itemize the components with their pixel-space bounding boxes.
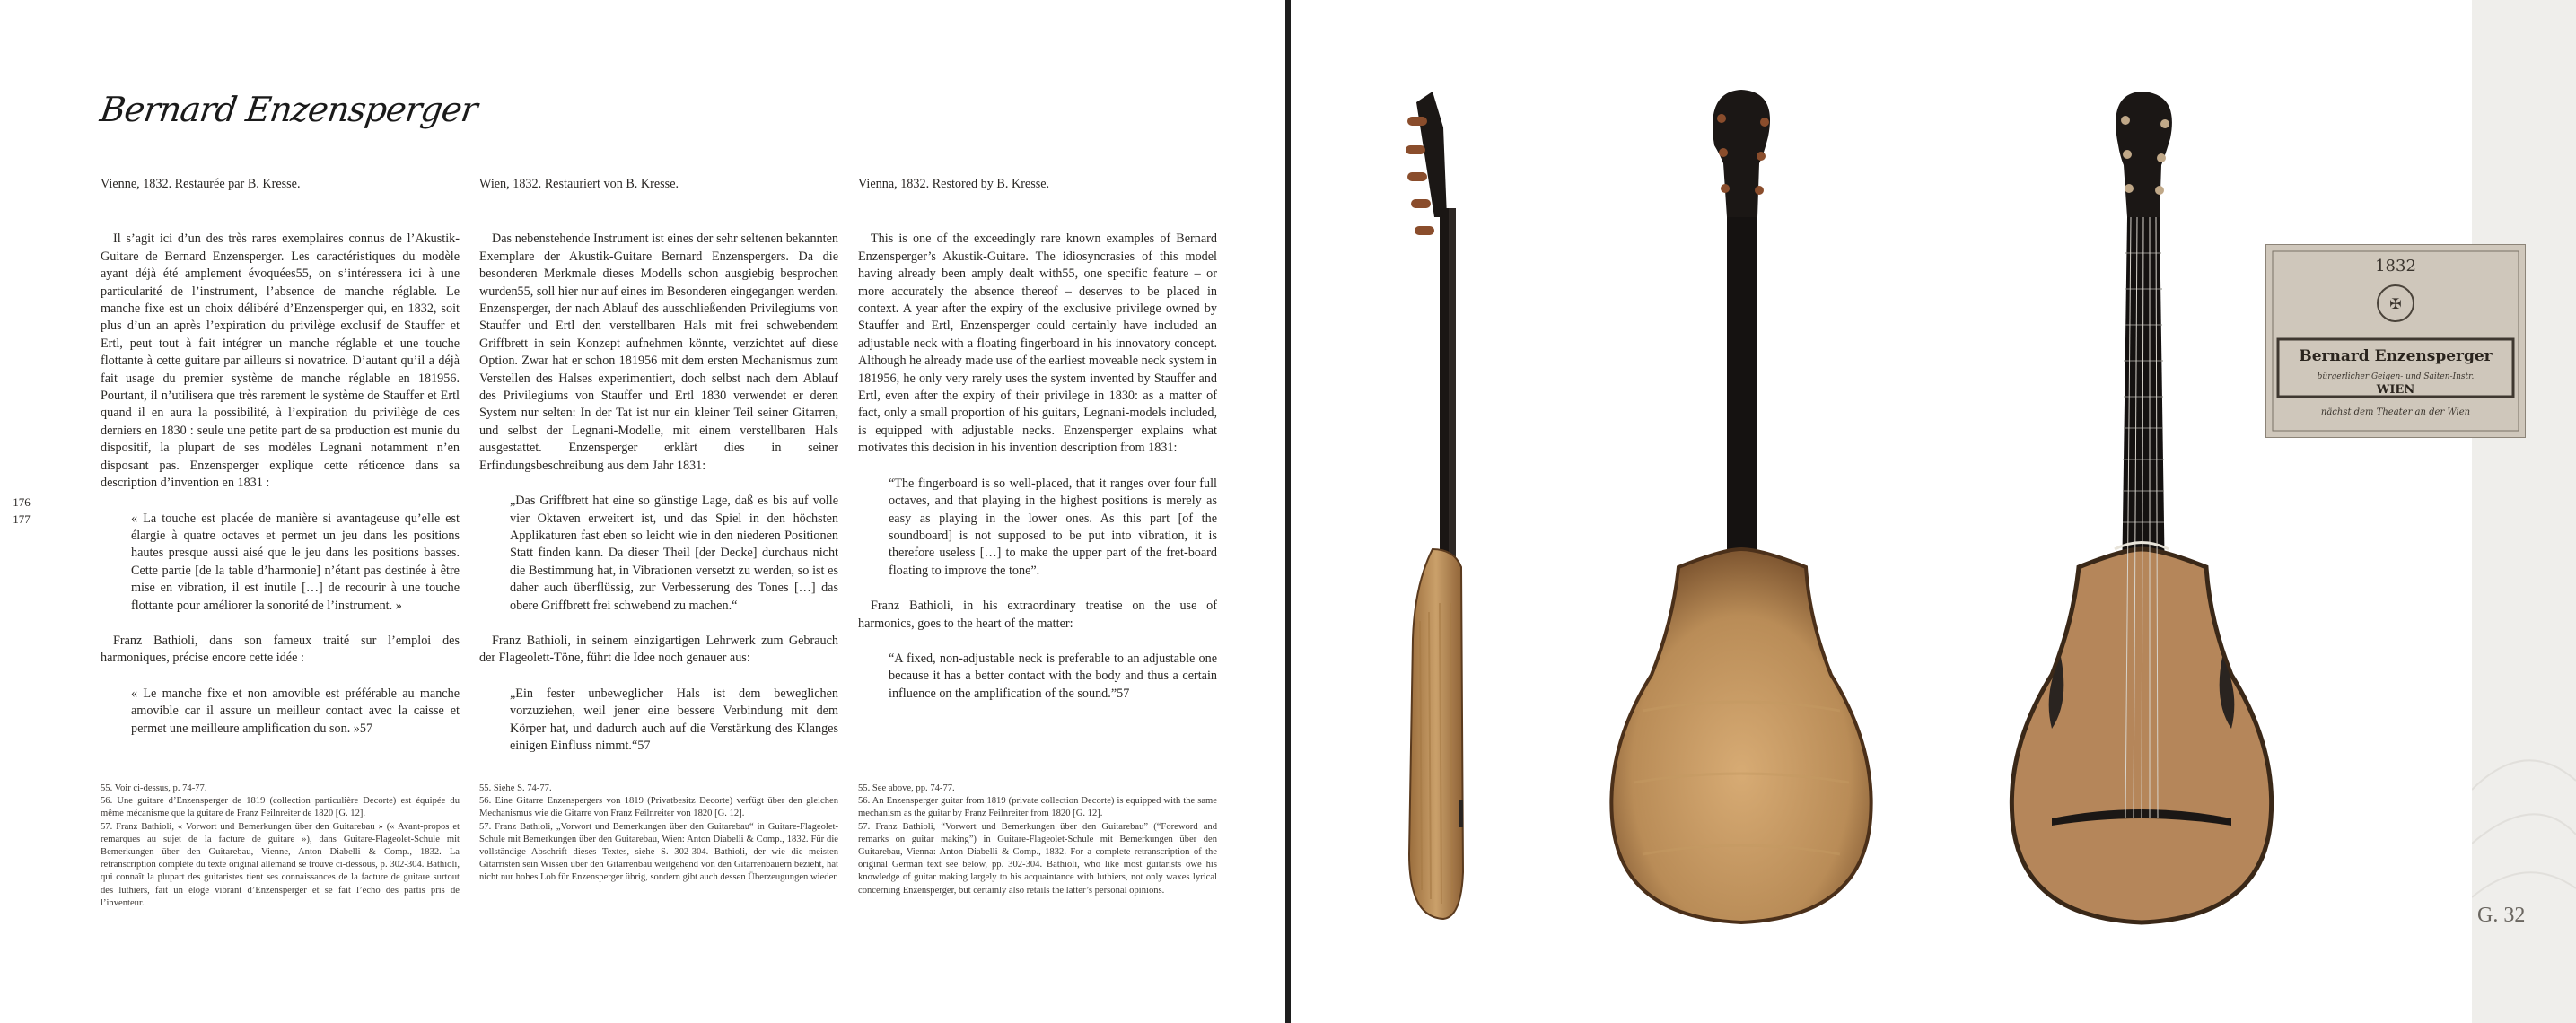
label-city: WIEN (2376, 383, 2415, 397)
footnote: 55. Voir ci-dessus, p. 74-77. (101, 783, 207, 793)
left-page (0, 0, 1285, 1023)
german-quote-1: „Das Griffbrett hat eine so günstige Lage, daß es bis auf volle vier Oktaven erweitert ist, und das Spiel in den höchsten Applikaturen fast eben so leicht wie in den niederen Positionen Statt finden kann. Da dieser Theil [der Decke] durchaus nicht die Bestimmung hat, in Vibrationen versetzt zu werden, so ist es daher auch überflüssig, zur Verbesserung des Tones […] das obere Griffbrett frei schwebend zu machen.“ (510, 494, 838, 613)
footnote: 55. Siehe S. 74-77. (479, 783, 552, 793)
page-number-left: 176 (13, 495, 31, 509)
english-heading: Vienna, 1832. Restored by B. Kresse. (858, 177, 1050, 191)
label-maker: Bernard Enzensperger (2299, 347, 2493, 365)
german-quote-2: „Ein fester unbeweglicher Hals ist dem beweglichen vorzuziehen, weil jener eine bessere Verbindung mit dem Körper hat, und dadurch auch auf die Verstärkung des Klanges einigen Einfluss nimmt.“57 (510, 686, 838, 753)
footnote: 57. Franz Bathioli, “Vorwort und Bemerkungen über den Guitarebau” (“Foreword and remarks on guitar making”) in Guitare-Flageolet-Schule mit Bemerkungen über den Guitarebau, Vienna: Anton Diabelli & Comp., 1832. For a complete retranscription of the original German text see below, pp. 302-304. Bathioli, who like most guitarists owe his knowledge of guitar making largely to his acquaintance with luthiers, not only waxes lyrical concerning Enzensperger, but certainly also retails the latter’s personal opinions. (858, 821, 1217, 896)
svg-text:✠: ✠ (2389, 295, 2402, 312)
french-paragraph-1: Il s’agit ici d’un des très rares exemplaires connus de l’Akustik-Guitare de Bernard Enzensperger. Les caractéristiques du modèle ayant déjà été amplement évoquées55, on s’intéressera ici à une particularité de l’instrument, l’absence de manche réglable. Le manche fixe est un choix délibéré d’Enzensperger qui, en 1832, soit plus d’un an après l’expiration du privilège exclusif de Stauffer et Ertl, peut tout à fait intégrer un manche réglable et une touche flottante à cette guitare par ailleurs si novatrice. D’autant qu’il a déjà fait usage du premier système de manche réglable en 181956. Pourtant, il n’utilisera que très rarement le système de Stauffer et Ertl quand il en aura la possibilité, à l’expiration du privilège de ces derniers en 1830 : seule une petite part de sa production est munie du dispositif, la plupart de ses modèles Legnani notamment n’en disposant pas. Enzensperger explique cette réticence dans sa description d’invention en 1831 : (101, 232, 460, 491)
footnote: 57. Franz Bathioli, „Vorwort und Bemerkungen über den Guitarebau“ in Guitare-Flageolet-Schule mit Bemerkungen über den Guitarebau, Wien: Anton Diabelli & Comp., 1832. Für die vollständige Abschrift dieses Textes, siehe S. 302-304. Bathioli, der wie die meisten Gitarristen sein Wissen über den Gitarrenbau weitgehend von den Gitarrenbauern bezieht, hat nicht nur hohes Lob für Enzensperger übrig, sondern gibt auch dessen Überzeugungen wieder. (479, 821, 838, 883)
german-paragraph-2: Franz Bathioli, in seinem einzigartigen Lehrwerk zum Gebrauch der Flageolett-Töne, führt die Idee noch genauer aus: (479, 633, 838, 666)
english-footnotes (858, 783, 1217, 897)
english-column (858, 176, 1217, 896)
decorative-pattern (2472, 682, 2576, 1023)
footnote: 57. Franz Bathioli, « Vorwort und Bemerkungen über den Guitarebau » (« Avant-propos et remarques au sujet de la facture de guitare »), dans Guitare-Flageolet-Schule mit Bemerkungen über den Guitarebau, Vienne, Anton Diabelli & Comp., 1832. La retranscription complète du texte original allemand se trouve ci-dessous, p. 302-304. Bathioli, qui connaît la plupart des guitaristes tient ses connaissances de la facture de guitare surtout des luthiers, fait un éloge vibrant d’Enzensperger et se fait l’écho des partis pris de l’inventeur. (101, 821, 460, 908)
figure-number: G. 32 (2477, 904, 2526, 927)
label-subtitle: bürgerlicher Geigen- und Saiten-Instr. (2317, 372, 2475, 381)
footnote: 55. See above, pp. 74-77. (858, 783, 955, 793)
page-number-right: 177 (13, 512, 31, 526)
page-title: Bernard Enzensperger (97, 90, 480, 129)
english-quote-2: “A fixed, non-adjustable neck is preferable to an adjustable one because it has a better contact with the body and thus a certain influence on the amplification of the sound.”57 (889, 651, 1217, 701)
french-column (101, 176, 460, 908)
english-paragraph-1: This is one of the exceedingly rare known examples of Bernard Enzensperger’s Akustik-Guitare. The idiosyncrasies of this model having already been amply dealt with55, one specific feature – or more accurately the absence thereof – deserves to be placed in context. A year after the expiry of the exclusive privilege owned by Stauffer and Ertl, Enzensperger could certainly have included an adjustable neck with a floating fingerboard in his innovatory concept. Although he already made use of the earliest moveable neck system in 181956, he only very rarely uses the system invented by Stauffer and Ertl, even after the expiry of their privilege in 1830: as a matter of fact, only a small proportion of his guitars, Legnani-models included, is equipped with adjustable necks. Enzensperger explains what motivates this decision in his invention description from 1831: (858, 232, 1217, 456)
guitar-back-view-image (1589, 83, 1894, 935)
english-paragraph-2: Franz Bathioli, in his extraordinary treatise on the use of harmonics, goes to the heart of the matter: (858, 599, 1217, 631)
footnote: 56. Eine Gitarre Enzenspergers von 1819 (Privatbesitz Decorte) verfügt über den gleichen Mechanismus wie die Gitarre von Franz Feilnreiter von 1820 [G. 12]. (479, 796, 838, 819)
guitar-front-view-image (2007, 83, 2276, 935)
guitar-side-view-image (1398, 83, 1506, 935)
french-quote-1: « La touche est placée de manière si avantageuse qu’elle est élargie à quatre octaves et permet un jeu dans les positions hautes presque aussi aisé que le jeu dans les positions basses. Cette partie [de la table d’harmonie] n’étant pas destinée à être mise en vibration, il est inutile […] de recourir à une touche flottante pour améliorer la sonorité de l’instrument. » (131, 511, 460, 613)
english-quote-1: “The fingerboard is so well-placed, that it ranges over four full octaves, and that playing in the highest positions is merely as easy as playing in the lower ones. As this part [of the soundboard] is not supposed to be put into vibration, it is therefore useless […] to make the upper part of the fret-board floating to improve the tone”. (889, 476, 1217, 578)
german-footnotes (479, 783, 838, 885)
french-paragraph-2: Franz Bathioli, dans son fameux traité sur l’emploi des harmoniques, précise encore cette idée : (101, 633, 460, 666)
page-number-divider (9, 511, 34, 512)
label-year: 1832 (2375, 257, 2416, 275)
german-column (479, 176, 838, 883)
footnote: 56. Une guitare d’Enzensperger de 1819 (collection particulière Decorte) est équipée du même mécanisme que la guitare de Franz Feilnreiter de 1820 [G. 12]. (101, 796, 460, 819)
page-numbers (9, 495, 34, 527)
footnote: 56. An Enzensperger guitar from 1819 (private collection Decorte) is equipped with the same mechanism as the guitar by Franz Feilnreiter from 1820 [G. 12]. (858, 796, 1217, 819)
french-heading: Vienne, 1832. Restaurée par B. Kresse. (101, 177, 301, 191)
french-quote-2: « Le manche fixe et non amovible est préférable au manche amovible car il assure un meilleur contact avec la caisse et permet une meilleure amplification du son. »57 (131, 686, 460, 736)
label-address: nächst dem Theater an der Wien (2320, 407, 2471, 417)
german-paragraph-1: Das nebenstehende Instrument ist eines der sehr seltenen bekannten Exemplare der Akustik-Guitare Bernard Enzenspergers. Da die besonderen Merkmale dieses Modells schon ausgiebig besprochen wurden55, soll hier nur auf eines im Besonderen eingegangen werden. Enzensperger, der nach Ablauf des ausschließenden Privilegiums von Stauffer und Ertl den verstellbaren Hals mit frei schwebendem Griffbrett in sein Konzept aufnehmen könnte, verzichtet auf diese Option. Zwar hat er schon 181956 mit dem ersten Mechanismus zum Verstellen des Halses experimentiert, doch selbst nach dem Ablauf des Privilegiums von Stauffer und Ertl 1830 verwendet er deren System nur selten: In der Tat ist nur ein kleiner Teil seiner Gitarren, und selbst der Legnani-Modelle, mit einem verstellbaren Hals ausgestattet. Enzensperger erklärt dies in seiner Erfindungsbeschreibung aus dem Jahr 1831: (479, 232, 838, 473)
german-heading: Wien, 1832. Restauriert von B. Kresse. (479, 177, 679, 191)
french-footnotes (101, 783, 460, 910)
maker-label-image (2265, 244, 2526, 438)
side-strip (2472, 0, 2576, 1023)
